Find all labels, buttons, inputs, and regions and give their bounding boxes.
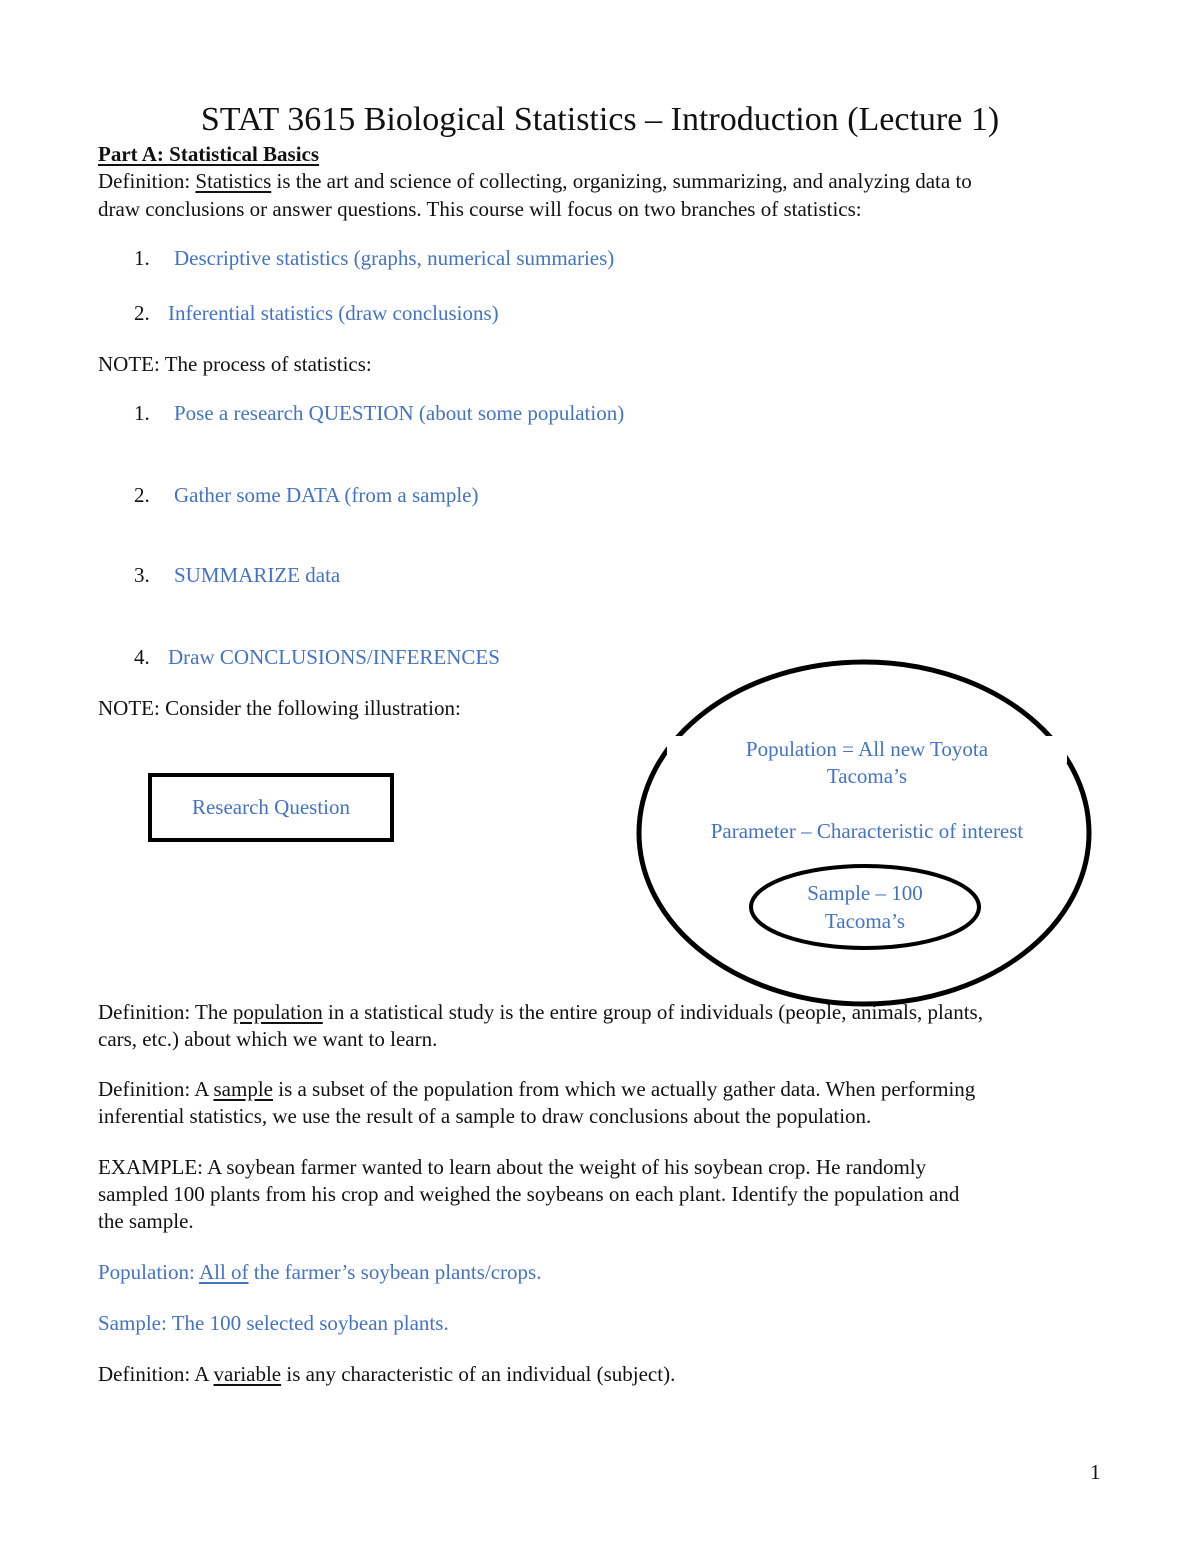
term-sample: sample (213, 1077, 273, 1101)
definition-population-line1 (98, 999, 983, 1026)
list-number: 2. (134, 301, 150, 325)
term-statistics: Statistics (195, 169, 272, 193)
example-line3: the sample. (98, 1209, 194, 1233)
parameter-label: Parameter – Characteristic of interest (710, 819, 1024, 843)
population-label-line2: Tacoma’s (826, 764, 908, 788)
list-text: Inferential statistics (draw conclusions) (168, 301, 499, 325)
definition-text: is a subset of the population from which we actually gather data. When performing (272, 1077, 976, 1101)
example-line1: EXAMPLE: A soybean farmer wanted to learn about the weight of his soybean crop. He randomly (98, 1155, 927, 1179)
list-text: Draw CONCLUSIONS/INFERENCES (168, 645, 500, 669)
sample-label-line1: Sample – 100 (807, 881, 923, 905)
list-number: 3. (134, 563, 150, 587)
list-number: 1. (134, 401, 150, 425)
sample-label-line2: Tacoma’s (824, 909, 906, 933)
definition-label: Definition: A (98, 1362, 214, 1386)
term-population: population (232, 1000, 323, 1024)
list-text: Gather some DATA (from a sample) (174, 483, 479, 507)
definition-text: is the art and science of collecting, organizing, summarizing, and analyzing data to (271, 169, 972, 193)
list-text: SUMMARIZE data (174, 563, 341, 587)
list-number: 1. (134, 246, 150, 270)
definition-text: is any characteristic of an individual (subject). (281, 1362, 676, 1386)
answer-emphasis: All of (198, 1260, 249, 1284)
example-line2: sampled 100 plants from his crop and weighed the soybeans on each plant. Identify the population and (98, 1182, 960, 1206)
definition-label: Definition: A (98, 1077, 214, 1101)
note-process: NOTE: The process of statistics: (98, 352, 372, 376)
list-number: 2. (134, 483, 150, 507)
answer-text: the farmer’s soybean plants/crops. (248, 1260, 542, 1284)
definition-text: in a statistical study is the entire group of individuals (people, animals, plants, (322, 1000, 983, 1024)
list-text: Descriptive statistics (graphs, numerical summaries) (174, 246, 615, 270)
definition-population-line2: cars, etc.) about which we want to learn. (98, 1027, 438, 1051)
answer-sample: Sample: The 100 selected soybean plants. (98, 1311, 449, 1335)
note-illustration: NOTE: Consider the following illustration: (98, 696, 461, 720)
list-text: Pose a research QUESTION (about some population) (174, 401, 625, 425)
page-title: STAT 3615 Biological Statistics – Introduction (Lecture 1) (200, 101, 1000, 138)
definition-variable (98, 1361, 675, 1388)
definition-statistics-line2: draw conclusions or answer questions. This course will focus on two branches of statistics: (98, 197, 862, 221)
research-question-box (148, 773, 394, 842)
definition-sample-line1 (98, 1076, 975, 1103)
sample-ellipse (751, 866, 979, 948)
population-label-line1: Population = All new Toyota (667, 736, 1067, 763)
answer-population (98, 1259, 541, 1286)
section-heading: Part A: Statistical Basics (98, 142, 320, 166)
definition-label: Definition: (98, 169, 196, 193)
definition-sample-line2: inferential statistics, we use the result of a sample to draw conclusions about the population. (98, 1104, 872, 1128)
definition-label: Definition: The (98, 1000, 233, 1024)
page-number: 1 (1090, 1460, 1101, 1484)
research-question-label: Research Question (191, 795, 351, 819)
answer-label: Population: (98, 1260, 199, 1284)
list-number: 4. (134, 645, 150, 669)
term-variable: variable (213, 1362, 282, 1386)
